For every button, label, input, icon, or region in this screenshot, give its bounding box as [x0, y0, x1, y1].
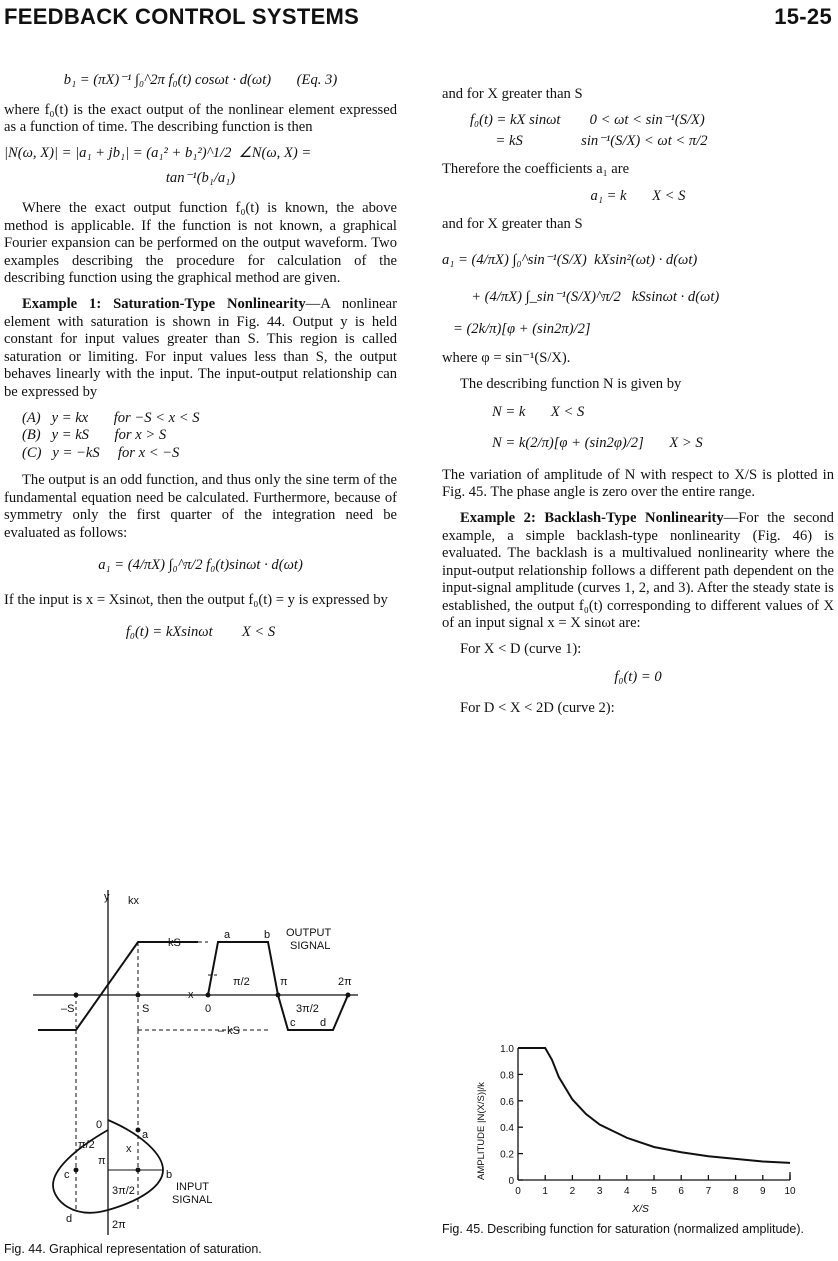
fig44-input-signal-label: SIGNAL [172, 1194, 213, 1206]
x-tick-label: 3 [596, 1186, 603, 1197]
paragraph: The variation of amplitude of N with respect to X/S is plotted in Fig. 45. The phase angle is zero over the entire range. [442, 466, 834, 501]
fig44-sine-pi-half: π/2 [78, 1139, 95, 1151]
equation-f0-zero: f₀(t) = 0 [614, 668, 662, 685]
equation-n-large: N = k(2/π)[φ + (sin2φ)/2] X > S [492, 435, 703, 452]
fig44-x-label: x [188, 989, 194, 1001]
x-tick-label: 6 [678, 1186, 684, 1197]
right-column [442, 86, 834, 726]
y-tick-label: 0 [508, 1176, 514, 1187]
x-tick-label: 9 [760, 1186, 766, 1197]
fig44-output-signal-label: SIGNAL [290, 940, 331, 952]
figure-44-caption: Fig. 44. Graphical representation of saturation. [4, 1242, 262, 1256]
paragraph: and for X greater than S [442, 215, 583, 232]
fig44-pi-label: π [280, 976, 288, 988]
fig44-y-label: y [104, 891, 110, 903]
fig44-sine-d: d [66, 1213, 73, 1225]
x-tick-label: 10 [784, 1186, 796, 1197]
fig44-point-a: a [224, 929, 231, 941]
x-tick-label: 4 [624, 1186, 630, 1197]
equation-f0-ks: = kS sin⁻¹(S/X) < ωt < π/2 [470, 133, 708, 150]
left-column [4, 60, 397, 653]
fig44-point-d: d [320, 1017, 327, 1029]
fig44-ks-label: kS [168, 937, 181, 949]
x-tick-label: 0 [515, 1186, 521, 1197]
equation-a1-result: = (2k/π)[φ + (sin2π)/2] [442, 320, 591, 337]
fig44-neg-s-label: –S [61, 1003, 75, 1015]
fig44-point-b: b [264, 929, 271, 941]
fig44-pi-half-label: π/2 [233, 976, 250, 988]
fig44-input-signal-label: INPUT [176, 1181, 209, 1193]
fig44-sine-three-pi-half: 3π/2 [112, 1185, 135, 1197]
y-axis-label: AMPLITUDE |N(X/S)|/k [476, 1082, 487, 1180]
y-tick-label: 0.8 [500, 1070, 514, 1082]
x-tick-label: 7 [705, 1186, 712, 1197]
fig44-sine-zero: 0 [96, 1119, 103, 1131]
fig44-sine-pi: π [98, 1155, 106, 1167]
fig44-neg-ks-label: – kS [218, 1025, 241, 1037]
paragraph: If the input is x = Xsinωt, then the output f₀(t) = y is expressed by [4, 592, 388, 609]
paragraph: Therefore the coefficients a₁ are [442, 160, 630, 177]
fig44-sine-b: b [166, 1169, 173, 1181]
paragraph: For X < D (curve 1): [460, 641, 582, 658]
equation-a1-k: a₁ = k X < S [590, 188, 686, 205]
paragraph: The describing function N is given by [460, 375, 682, 392]
paragraph: For D < X < 2D (curve 2): [460, 700, 615, 717]
paragraph: where f₀(t) is the exact output of the nonlinear element expressed as a function of time. The describing function is then [4, 101, 397, 136]
example-2-body: —For the second example, a simple backlash-type nonlinearity (Fig. 46) is evaluated. The backlash is a multivalued nonlinearity where the input-output relationship follows a different path dependent on the input-signal amplitude (curves 1, 2, and 3). After the steady state is established, the output f₀(t) corresponding to different values of X of an input signal x = X sinωt are: [442, 509, 834, 632]
equation-b1: b₁ = (πX)⁻¹ ∫₀^2π f₀(t) cosωt · d(ωt) (Eq. 3) [63, 72, 338, 88]
example-2-heading: Example 2: Backlash-Type Nonlinearity [460, 509, 724, 526]
fig44-sine-c: c [64, 1169, 70, 1181]
figure-45-chart [470, 1030, 810, 1215]
x-tick-label: 1 [542, 1186, 548, 1197]
paragraph: where φ = sin⁻¹(S/X). [442, 350, 571, 367]
fig44-point-c: c [290, 1017, 296, 1029]
y-tick-label: 0.4 [500, 1123, 514, 1135]
case-a: (A) y = kx for −S < x < S [22, 409, 200, 426]
equation-describing-function: |N(ω, X)| = |a₁ + jb₁| = (a₁² + b₁²)^1/2 ∠N(ω, X) = [4, 144, 312, 161]
fig44-output-signal-label: OUTPUT [286, 927, 332, 939]
equation-a1-integral-1: a₁ = (4/πX) ∫₀^sin⁻¹(S/X) kXsin²(ωt) · d(ωt) [442, 251, 698, 268]
equation-f0-sin: f₀(t) = kX sinωt 0 < ωt < sin⁻¹(S/X) [470, 111, 705, 128]
saturation-cases [22, 410, 397, 463]
equation-describing-function-phase: tan⁻¹(b₁/a₁) [165, 170, 236, 187]
example-1-body: —A nonlinear element with saturation is shown in Fig. 44. Output y is held constant for input values greater than S. This region is called saturation or limiting. For input values less than S, the output behaves linearly with the input. The input-output relationship can be expressed by [4, 295, 397, 400]
equation-a1-integral-2: + (4/πX) ∫_sin⁻¹(S/X)^π/2 kSsinωt · d(ωt) [442, 289, 720, 306]
figure-44-saturation [28, 880, 368, 1240]
x-axis-label: X/S [632, 1203, 649, 1215]
page-number: 15-25 [774, 4, 832, 29]
running-header-title: FEEDBACK CONTROL SYSTEMS [4, 4, 360, 29]
example-1-paragraph [4, 296, 397, 402]
x-tick-label: 5 [651, 1186, 657, 1197]
x-tick-label: 8 [732, 1186, 739, 1197]
equation-f0: f₀(t) = kXsinωt X < S [125, 623, 276, 640]
equation-a1: a₁ = (4/πX) ∫₀^π/2 f₀(t)sinωt · d(ωt) [98, 556, 303, 573]
y-tick-label: 1.0 [500, 1044, 514, 1055]
fig44-sine-x: x [126, 1143, 132, 1155]
equation-n-small: N = k X < S [492, 403, 585, 420]
y-tick-label: 0.6 [500, 1096, 514, 1108]
case-c: (C) y = −kS for x < −S [22, 444, 180, 461]
case-b: (B) y = kS for x > S [22, 427, 167, 444]
example-1-heading: Example 1: Saturation-Type Nonlinearity [22, 295, 306, 312]
paragraph: and for X greater than S [442, 86, 583, 102]
output-signal-curve [208, 942, 348, 1030]
figure-45-caption: Fig. 45. Describing function for saturation (normalized amplitude). [442, 1222, 804, 1236]
y-tick-label: 0.2 [500, 1149, 514, 1161]
saturation-characteristic [38, 942, 198, 1030]
fig44-s-label: S [142, 1003, 150, 1015]
fig44-sine-a: a [142, 1129, 149, 1141]
paragraph: The output is an odd function, and thus only the sine term of the fundamental equation need be calculated. Furthermore, because of symmetry only the first quarter of the integration need be evaluated as follows: [4, 472, 397, 542]
example-2-paragraph [442, 510, 834, 633]
fig44-two-pi-label: 2π [338, 976, 352, 988]
x-tick-label: 2 [569, 1186, 576, 1197]
fig44-kx-label: kx [128, 895, 139, 907]
fig44-three-pi-half-label: 3π/2 [296, 1003, 319, 1015]
paragraph: Where the exact output function f₀(t) is known, the above method is applicable. If the function is not known, a graphical Fourier expansion can be performed on the output waveform. Two examples describing the procedure for calculation of the describing function using the graphical method are given. [4, 199, 397, 287]
describing-function-curve [518, 1048, 790, 1163]
fig44-zero-label: 0 [205, 1003, 212, 1015]
fig44-sine-two-pi: 2π [112, 1219, 126, 1231]
